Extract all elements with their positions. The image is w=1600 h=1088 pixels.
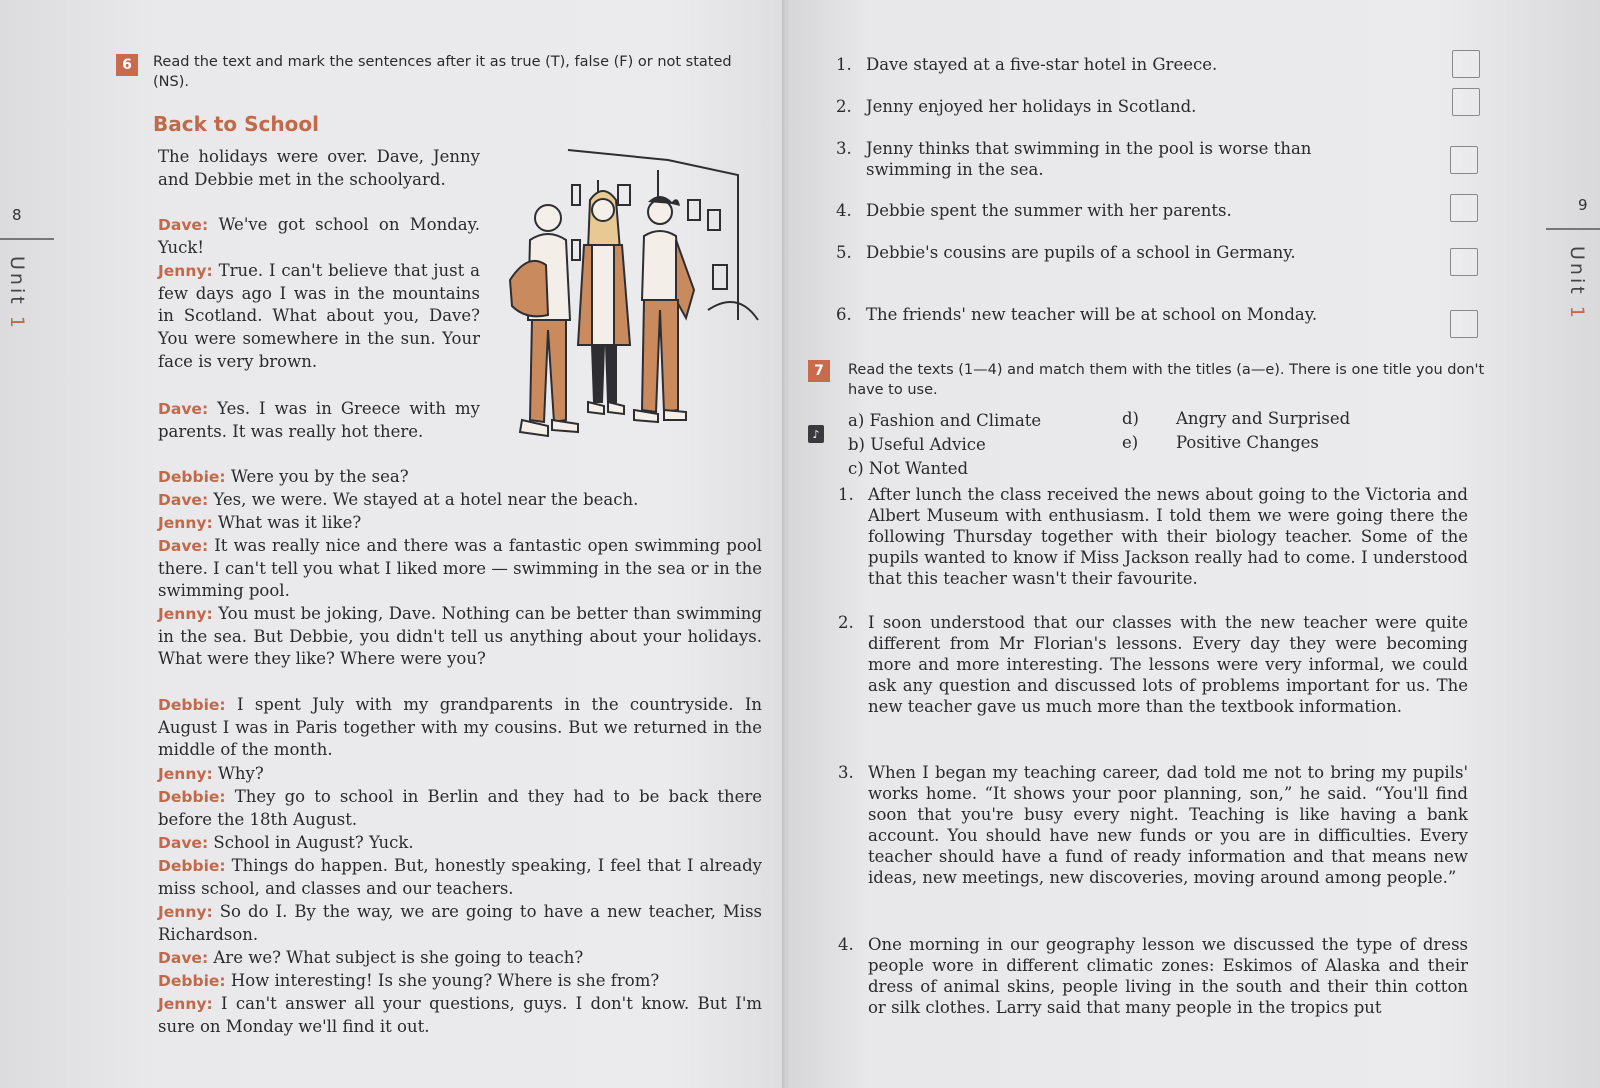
exercise-number-badge: 7 [808, 360, 830, 382]
dialogue-line: Debbie: Things do happen. But, honestly speaking, I feel that I already miss school, and classes and our teachers. [158, 856, 762, 898]
reading-text-4: 4. One morning in our geography lesson we discussed the type of dress people wore in different climatic zones: Eskimos of Alaska and their dress of animal skins, people living in the south and their thin cotton or silk clothes. Larry said that many people in the tropics put [838, 935, 1468, 1017]
statement-item: 2. Jenny enjoyed her holidays in Scotland. [836, 97, 1197, 116]
title-option-letter: d) [1122, 409, 1139, 428]
girl-figure-dark [634, 196, 694, 422]
dialogue-line: Jenny: True. I can't believe that just a few days ago I was in the mountains in Scotland. What about you, Dave? You were somewhere in the sun. Your face is very brown. [158, 261, 480, 371]
dialogue-line: Dave: It was really nice and there was a fantastic open swimming pool there. I can't tell you what I liked more — swimming in the sea or in the swimming pool. [158, 536, 763, 601]
answer-box[interactable] [1452, 50, 1480, 78]
reading-text-3: 3. When I began my teaching career, dad told me not to bring my pupils' works home. “It shows your poor planning, son,” he said. “You'll find soon that you're busy every night. Teaching is like having a bank account. You should have new funds or you are in difficulties. Every teacher should have a fund of ready information and that means new ideas, new meetings, new discoveries, moving around among people.” [838, 763, 1468, 887]
students-illustration [508, 140, 766, 450]
answer-box[interactable] [1450, 146, 1478, 174]
statement-item: 5. Debbie's cousins are pupils of a school in Germany. [836, 243, 1296, 262]
exercise-number-badge: 6 [116, 54, 138, 76]
title-option: a) Fashion and Climate [848, 411, 1042, 430]
statement-item: 4. Debbie spent the summer with her parents. [836, 201, 1232, 220]
dialogue-line: Jenny: What was it like? [158, 513, 362, 532]
statement-item: 3. Jenny thinks that swimming in the pool is worse than swimming in the sea. [836, 139, 1312, 179]
page-divider [0, 238, 54, 240]
dialogue-line: Dave: School in August? Yuck. [158, 833, 414, 852]
dialogue-line: Dave: Yes, we were. We stayed at a hotel near the beach. [158, 490, 639, 509]
title-option-letter: e) [1122, 433, 1139, 452]
unit-label: Unit 1 [6, 256, 28, 331]
intro-paragraph: The holidays were over. Dave, Jenny and Debbie met in the schoolyard. [158, 147, 480, 189]
unit-label: Unit 1 [1566, 246, 1588, 321]
page-number: 8 [12, 206, 22, 224]
page-divider [1546, 228, 1600, 230]
dialogue-line: Jenny: Why? [158, 764, 264, 783]
dialogue-line: Debbie: They go to school in Berlin and they had to be back there before the 18th August. [158, 787, 762, 829]
answer-box[interactable] [1450, 194, 1478, 222]
title-option: c) Not Wanted [848, 459, 969, 478]
statement-item: 1. Dave stayed at a five-star hotel in Greece. [836, 55, 1218, 74]
dialogue-line: Jenny: You must be joking, Dave. Nothing can be better than swimming in the sea. But Debbie, you didn't tell us anything about your holidays. What were they like? Where were you? [158, 604, 762, 669]
answer-box[interactable] [1450, 310, 1478, 338]
dialogue-line: Debbie: How interesting! Is she young? Where is she from? [158, 971, 660, 990]
dialogue-line: Jenny: I can't answer all your questions, guys. I don't know. But I'm sure on Monday we'll find it out. [158, 994, 762, 1036]
exercise-instruction: Read the text and mark the sentences after it as true (T), false (F) or not stated (NS). [153, 54, 732, 90]
title-option: Positive Changes [1176, 433, 1319, 452]
reading-text-2: 2. I soon understood that our classes with the new teacher were quite different from Mr Florian's lessons. Every day they were becoming more and more interesting. The lessons were very informal, we could ask any question and discussed lots of problems important for us. The new teacher gave us much more than the textbook information. [838, 613, 1468, 716]
dialogue-line: Debbie: Were you by the sea? [158, 467, 409, 486]
title-option: Angry and Surprised [1176, 409, 1351, 428]
page-number: 9 [1578, 196, 1588, 214]
title-option: b) Useful Advice [848, 435, 986, 454]
statement-item: 6. The friends' new teacher will be at school on Monday. [836, 305, 1318, 324]
girl-figure-blonde [578, 191, 630, 414]
audio-icon[interactable]: ♪ [808, 425, 824, 443]
answer-box[interactable] [1452, 88, 1480, 116]
left-page [0, 0, 786, 1088]
answer-box[interactable] [1450, 248, 1478, 276]
dialogue-line: Jenny: So do I. By the way, we are going to have a new teacher, Miss Richardson. [158, 902, 763, 944]
dialogue-line: Dave: Yes. I was in Greece with my parents. It was really hot there. [158, 399, 481, 441]
dialogue-line: Dave: Are we? What subject is she going to teach? [158, 948, 584, 967]
dialogue-line: Dave: We've got school on Monday. Yuck! [158, 215, 480, 257]
text-title: Back to School [153, 112, 319, 136]
boy-figure [510, 205, 578, 436]
exercise-instruction: Read the texts (1—4) and match them with the titles (a—e). There is one title you don't have to use. [848, 362, 1485, 398]
reading-text-1: 1. After lunch the class received the news about going to the Victoria and Albert Museum with enthusiasm. I told them we were going there the following Thursday together with their biology teacher. Some of the pupils wanted to know if Miss Jackson really had to come. I understood that this teacher wasn't their favourite. [838, 485, 1468, 588]
dialogue-line: Debbie: I spent July with my grandparents in the countryside. In August I was in Paris together with my cousins. But we returned in the middle of the month. [158, 695, 762, 760]
